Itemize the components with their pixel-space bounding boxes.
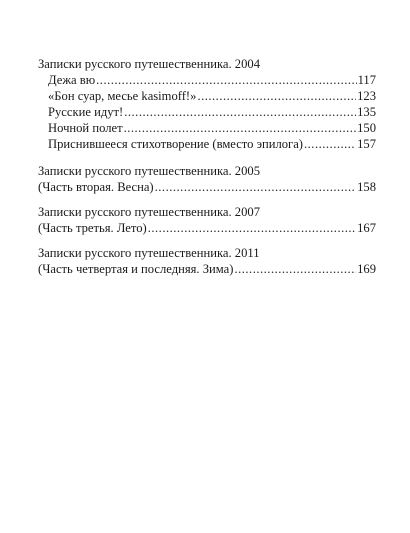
toc-entry-page: 169 — [357, 262, 376, 276]
toc-entry-part-three-summer[interactable] — [38, 220, 376, 236]
section-title-2011: Записки русского путешественника. 2011 — [38, 246, 260, 260]
toc-entry-russians-coming[interactable] — [38, 104, 376, 120]
toc-section-2005 — [38, 163, 376, 195]
section-title-2004: Записки русского путешественника. 2004 — [38, 57, 260, 71]
dot-leader — [96, 72, 356, 88]
toc-entry-label: Приснившееся стихотворение (вместо эпилога) — [48, 137, 303, 151]
dot-leader — [234, 261, 356, 277]
toc-section-2011 — [38, 245, 376, 277]
toc-entry-part-two-spring[interactable] — [38, 179, 376, 195]
dot-leader — [148, 220, 356, 236]
toc-entry-label: Ночной полет — [48, 121, 123, 135]
table-of-contents — [38, 56, 376, 286]
toc-entry-page: 123 — [357, 89, 376, 103]
toc-entry-page: 158 — [357, 180, 376, 194]
dot-leader — [155, 179, 356, 195]
toc-entry-label: Русские идут! — [48, 105, 124, 119]
toc-entry-deja-vu[interactable] — [38, 72, 376, 88]
toc-entry-label: (Часть третья. Лето) — [38, 221, 147, 235]
toc-entry-bon-soir[interactable] — [38, 88, 376, 104]
dot-leader — [124, 104, 356, 120]
toc-entry-part-four-winter[interactable] — [38, 261, 376, 277]
section-title-2005: Записки русского путешественника. 2005 — [38, 164, 260, 178]
toc-entry-label: Дежа вю — [48, 73, 96, 87]
toc-section-2007 — [38, 204, 376, 236]
dot-leader — [304, 136, 356, 152]
toc-entry-dreamed-poem[interactable] — [38, 136, 376, 152]
toc-entry-label: (Часть четвертая и последняя. Зима) — [38, 262, 234, 276]
toc-entry-page: 157 — [357, 137, 376, 151]
toc-entry-label: (Часть вторая. Весна) — [38, 180, 154, 194]
dot-leader — [197, 88, 356, 104]
toc-entry-night-flight[interactable] — [38, 120, 376, 136]
dot-leader — [124, 120, 357, 136]
toc-entry-page: 135 — [357, 105, 376, 119]
toc-entry-page: 150 — [357, 121, 376, 135]
toc-entry-label: «Бон суар, месье kasimoff!» — [48, 89, 197, 103]
toc-entry-page: 167 — [357, 221, 376, 235]
section-title-2007: Записки русского путешественника. 2007 — [38, 205, 260, 219]
toc-section-2004 — [38, 56, 376, 152]
toc-entry-page: 117 — [357, 73, 376, 87]
